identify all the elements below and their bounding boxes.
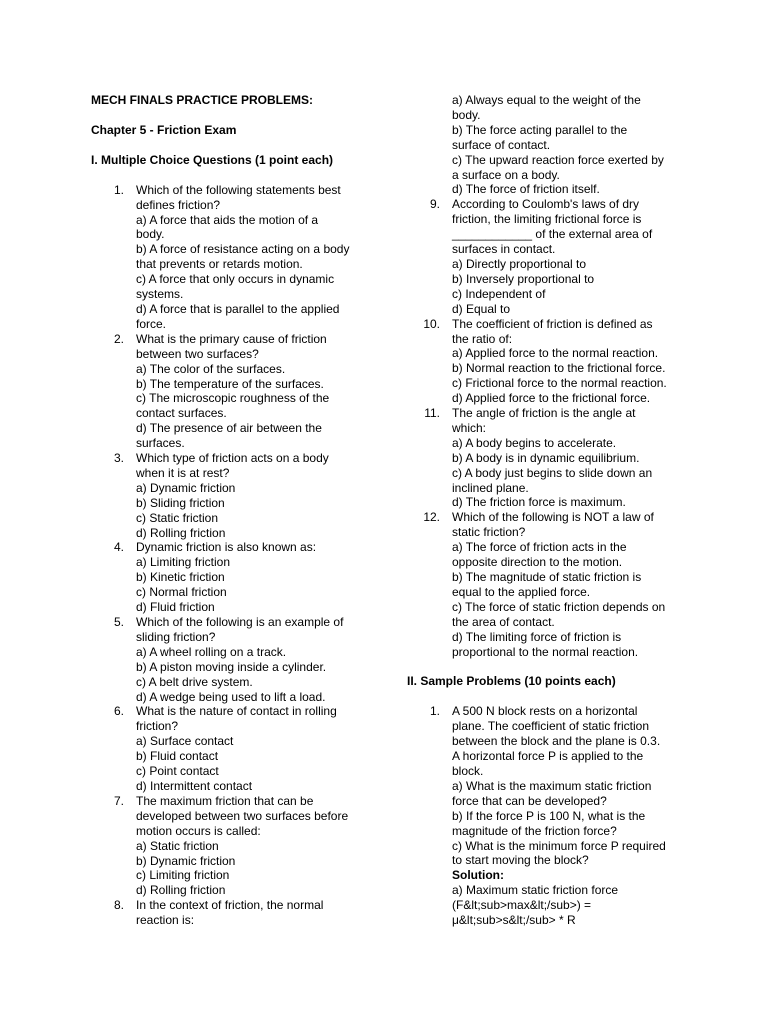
question-text-line: d) A force that is parallel to the applied xyxy=(136,301,340,316)
question-text-line: defines friction? xyxy=(136,197,221,212)
question-text-line: Which of the following statements best xyxy=(136,182,341,197)
question-text-line: inclined plane. xyxy=(452,480,529,495)
question-text-line: c) The force of static friction depends on xyxy=(452,599,666,614)
question-text-line: a) Always equal to the weight of the xyxy=(452,93,641,107)
question-text-line: friction, the limiting frictional force is xyxy=(452,212,642,227)
question-number: 10. xyxy=(423,316,440,331)
question-number: 4. xyxy=(113,540,124,555)
question-text-line: d) Fluid friction xyxy=(136,600,215,615)
question-text-line: b) A body is in dynamic equilibrium. xyxy=(452,450,640,465)
question-item xyxy=(91,451,377,540)
question-text-line: The angle of friction is the angle at xyxy=(452,406,636,421)
problem-text-line: force that can be developed? xyxy=(452,793,607,808)
problem-text-line: A horizontal force P is applied to the xyxy=(452,749,644,764)
question-text-line: Dynamic friction is also known as: xyxy=(136,540,317,555)
question-text-line: when it is at rest? xyxy=(136,465,230,480)
question-number: 5. xyxy=(113,615,124,629)
question-text-line: c) Frictional force to the normal reaction. xyxy=(452,376,667,391)
solution-text-line: a) Maximum static friction force xyxy=(452,883,619,898)
question-item xyxy=(91,898,377,928)
problem-text-line: to start moving the block? xyxy=(452,853,589,868)
question-text-line: c) Point contact xyxy=(136,764,219,779)
question-text-line: b) The magnitude of static friction is xyxy=(452,570,642,584)
question-text-line: b) Dynamic friction xyxy=(136,853,236,868)
question-number: 3. xyxy=(113,451,124,466)
question-text-line: developed between two surfaces before xyxy=(136,808,349,823)
question-text-line: static friction? xyxy=(452,525,526,540)
question-text-line: d) Equal to xyxy=(452,301,511,316)
right-column xyxy=(407,93,685,928)
question-number: 9. xyxy=(429,197,440,212)
problem-number: 1. xyxy=(429,704,440,719)
question-text-line: d) Intermittent contact xyxy=(136,778,253,793)
question-text-line: a) The force of friction acts in the xyxy=(452,540,627,555)
question-item xyxy=(91,615,377,704)
question-text-line: a) Surface contact xyxy=(136,734,234,749)
question-text-line: ____________ of the external area of xyxy=(452,227,653,242)
solution-text-line: (F&lt;sub>max&lt;/sub>) = xyxy=(452,898,592,913)
question-item xyxy=(407,406,685,510)
question-text-line: d) A wedge being used to lift a load. xyxy=(136,689,326,704)
question-number: 2. xyxy=(113,331,124,346)
question-text-line: b) A piston moving inside a cylinder. xyxy=(136,659,327,674)
question-item xyxy=(407,197,685,316)
question-text-line: which: xyxy=(452,420,487,435)
question-text-line: opposite direction to the motion. xyxy=(452,555,623,570)
section-heading-multiple-choice: I. Multiple Choice Questions (1 point each) xyxy=(91,152,334,167)
question-item xyxy=(91,183,377,332)
question-text-line: In the context of friction, the normal xyxy=(136,898,324,913)
question-text-line: b) Inversely proportional to xyxy=(452,271,595,286)
question-item xyxy=(91,540,377,615)
question-text-line: d) The limiting force of friction is xyxy=(452,629,622,644)
question-text-line: b) The temperature of the surfaces. xyxy=(136,376,324,391)
question-text-line: d) The presence of air between the xyxy=(136,421,322,436)
question-text-line: The maximum friction that can be xyxy=(136,793,314,808)
question-text-line: equal to the applied force. xyxy=(452,584,591,599)
question-text-line: a) Dynamic friction xyxy=(136,480,236,495)
question-text-line: body. xyxy=(452,107,481,122)
question-text-line: c) A body just begins to slide down an xyxy=(452,465,653,480)
question-text-line: systems. xyxy=(136,287,184,302)
question-number: 7. xyxy=(113,793,124,808)
problem-text-line: c) What is the minimum force P required xyxy=(452,838,666,853)
question-text-line: a) Applied force to the normal reaction. xyxy=(452,346,659,361)
question-text-line: a) Directly proportional to xyxy=(452,256,587,271)
question-item xyxy=(91,704,377,793)
question-text-line: b) A force of resistance acting on a body xyxy=(136,242,350,257)
question-item xyxy=(407,317,685,406)
question-text-line: that prevents or retards motion. xyxy=(136,257,303,272)
problem-text-line: A 500 N block rests on a horizontal xyxy=(452,704,638,719)
question-number: 6. xyxy=(113,704,124,719)
question-text-line: c) Independent of xyxy=(452,286,546,301)
question-item xyxy=(407,510,685,659)
problem-item xyxy=(407,704,685,928)
question-text-line: a) A body begins to accelerate. xyxy=(452,435,617,450)
chapter-title: Chapter 5 - Friction Exam xyxy=(91,122,237,137)
question-text-line: c) Limiting friction xyxy=(136,868,230,883)
question-text-line: b) Normal reaction to the frictional force. xyxy=(452,361,666,376)
question-text-line: c) Static friction xyxy=(136,510,219,525)
problem-text-line: a) What is the maximum static friction xyxy=(452,778,652,793)
question-text-line: What is the primary cause of friction xyxy=(136,331,327,346)
problem-text-line: block. xyxy=(452,763,484,778)
question-text-line: reaction is: xyxy=(136,913,195,928)
question-text-line: c) A force that only occurs in dynamic xyxy=(136,272,335,287)
question-number: 12. xyxy=(423,510,440,525)
question-text-line: a) Static friction xyxy=(136,838,219,853)
section-heading-sample-problems: II. Sample Problems (10 points each) xyxy=(407,674,616,689)
question-text-line: c) The upward reaction force exerted by xyxy=(452,152,664,167)
question-text-line: d) Rolling friction xyxy=(136,525,226,540)
question-text-line: c) The microscopic roughness of the xyxy=(136,391,330,406)
solution-label: Solution: xyxy=(452,868,504,883)
question-text-line: b) Sliding friction xyxy=(136,495,225,510)
question-list-right xyxy=(407,197,685,659)
question-text-line: the area of contact. xyxy=(452,614,555,629)
question-text-line: b) The force acting parallel to the xyxy=(452,122,628,137)
question-text-line: What is the nature of contact in rolling xyxy=(136,704,337,719)
question-text-line: a) Limiting friction xyxy=(136,555,231,570)
question-text-line: a) A force that aids the motion of a xyxy=(136,212,319,227)
question-text-line: body. xyxy=(136,227,165,242)
question-number: 8. xyxy=(113,898,124,913)
question-text-line: proportional to the normal reaction. xyxy=(452,644,639,659)
question-text-line: The coefficient of friction is defined as xyxy=(452,316,653,331)
question-text-line: a surface on a body. xyxy=(452,167,560,182)
question-text-line: Which of the following is an example of xyxy=(136,615,344,629)
question-text-line: a) A wheel rolling on a track. xyxy=(136,644,287,659)
question-text-line: According to Coulomb's laws of dry xyxy=(452,197,640,212)
question-number: 11. xyxy=(424,406,440,421)
solution-text-line: μ&lt;sub>s&lt;/sub> * R xyxy=(452,913,576,928)
problem-text-line: between the block and the plane is 0.3. xyxy=(452,734,661,749)
question-text-line: d) The force of friction itself. xyxy=(452,182,600,197)
question-text-line: b) Kinetic friction xyxy=(136,570,225,585)
question-text-line: Which type of friction acts on a body xyxy=(136,451,329,466)
question-text-line: c) A belt drive system. xyxy=(136,674,253,689)
document-title: MECH FINALS PRACTICE PROBLEMS: xyxy=(91,93,313,107)
problem-text-line: b) If the force P is 100 N, what is the xyxy=(452,808,646,823)
question-list-left xyxy=(91,183,377,928)
question-text-line: friction? xyxy=(136,719,179,734)
problem-text-line: magnitude of the friction force? xyxy=(452,823,617,838)
question-text-line: surface of contact. xyxy=(452,137,551,152)
question-item xyxy=(91,794,377,898)
problem-list xyxy=(407,704,685,928)
question-text-line: a) The color of the surfaces. xyxy=(136,361,286,376)
question-text-line: motion occurs is called: xyxy=(136,823,261,838)
question-text-line: d) Rolling friction xyxy=(136,883,226,898)
question-item xyxy=(91,332,377,451)
question-text-line: Which of the following is NOT a law of xyxy=(452,510,654,525)
question-text-line: the ratio of: xyxy=(452,331,513,346)
question-text-line: c) Normal friction xyxy=(136,585,227,600)
left-column xyxy=(91,93,377,928)
problem-text-line: plane. The coefficient of static friction xyxy=(452,719,649,734)
question-text-line: between two surfaces? xyxy=(136,346,259,361)
question-text-line: surfaces. xyxy=(136,436,185,451)
question-text-line: sliding friction? xyxy=(136,629,216,644)
question-text-line: d) Applied force to the frictional force. xyxy=(452,391,651,406)
question-text-line: b) Fluid contact xyxy=(136,749,219,764)
question-text-line: contact surfaces. xyxy=(136,406,227,421)
question-8-continued xyxy=(407,93,685,197)
question-text-line: d) The friction force is maximum. xyxy=(452,495,626,510)
question-text-line: surfaces in contact. xyxy=(452,242,556,257)
question-number: 1. xyxy=(113,182,124,197)
question-text-line: force. xyxy=(136,316,167,331)
